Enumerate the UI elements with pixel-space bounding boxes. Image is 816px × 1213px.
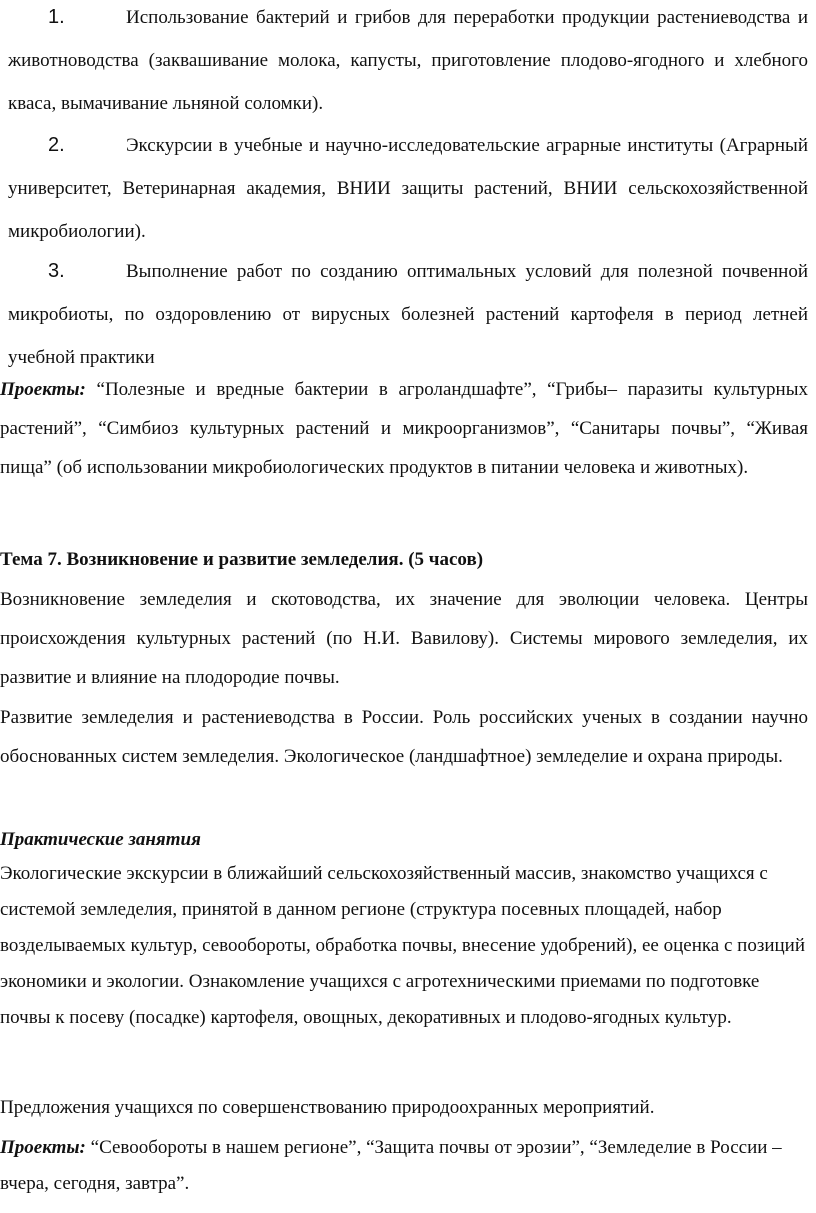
list-number: 1. xyxy=(48,6,65,28)
paragraph-practical: Экологические экскурсии в ближайший сельскохозяйственный массив, знакомство учащихся с системой земледелия, принятой в данном регионе (структура посевных площадей, набор возделываемых культур, севообороты, обработка почвы, внесение удобрений), ее оценка с позиций экономики и экологии. Ознакомление учащихся с агротехническими приемами по подготовке почвы к посеву (посадке) картофеля, овощных, декоративных и плодово-ягодных культур. xyxy=(0,863,806,1028)
projects-label: Проекты: xyxy=(0,1137,86,1158)
topic-heading: Тема 7. Возникновение и развитие земледелия. (5 часов) xyxy=(0,549,484,570)
list-item-text: Экскурсии в учебные и научно-исследовательские аграрные институты (Аграрный университет, Ветеринарная академия, ВНИИ защиты растений, ВНИИ сельскохозяйственной микробиологии). xyxy=(8,135,808,242)
paragraph-origin: Возникновение земледелия и скотоводства, их значение для эволюции человека. Центры происхождения культурных растений (по Н.И. Вавилову). Системы мирового земледелия, их развитие и влияние на плодородие почвы. xyxy=(0,589,808,688)
projects-text: “Полезные и вредные бактерии в агроландшафте”, “Грибы– паразиты культурных растений”, “Симбиоз культурных растений и микроорганизмов”, “Санитары почвы”, “Живая пища” (об использовании микробиологических продуктов в питании человека и животных). xyxy=(0,379,808,478)
list-item-text: Использование бактерий и грибов для переработки продукции растениеводства и животноводства (заквашивание молока, капусты, приготовление плодово-ягодного и хлебного кваса, вымачивание льняной соломки). xyxy=(8,7,808,114)
practical-heading: Практические занятия xyxy=(0,829,201,850)
projects-text: “Севообороты в нашем регионе”, “Защита почвы от эрозии”, “Земледелие в России – вчера, сегодня, завтра”. xyxy=(0,1137,782,1194)
projects-paragraph-2 xyxy=(0,1130,808,1202)
paragraph-proposals: Предложения учащихся по совершенствованию природоохранных мероприятий. xyxy=(0,1097,655,1118)
list-number: 3. xyxy=(48,260,65,282)
list-number: 2. xyxy=(48,134,65,156)
list-item-1 xyxy=(8,0,808,125)
projects-paragraph-1 xyxy=(0,370,808,487)
list-item-text: Выполнение работ по созданию оптимальных условий для полезной почвенной микробиоты, по оздоровлению от вирусных болезней растений картофеля в период летней учебной практики xyxy=(8,261,808,368)
paragraph-russia: Развитие земледелия и растениеводства в России. Роль российских ученых в создании научно обоснованных систем земледелия. Экологическое (ландшафтное) земледелие и охрана природы. xyxy=(0,707,808,767)
list-item-2 xyxy=(8,124,808,253)
list-item-3 xyxy=(8,250,808,379)
projects-label: Проекты: xyxy=(0,379,86,400)
